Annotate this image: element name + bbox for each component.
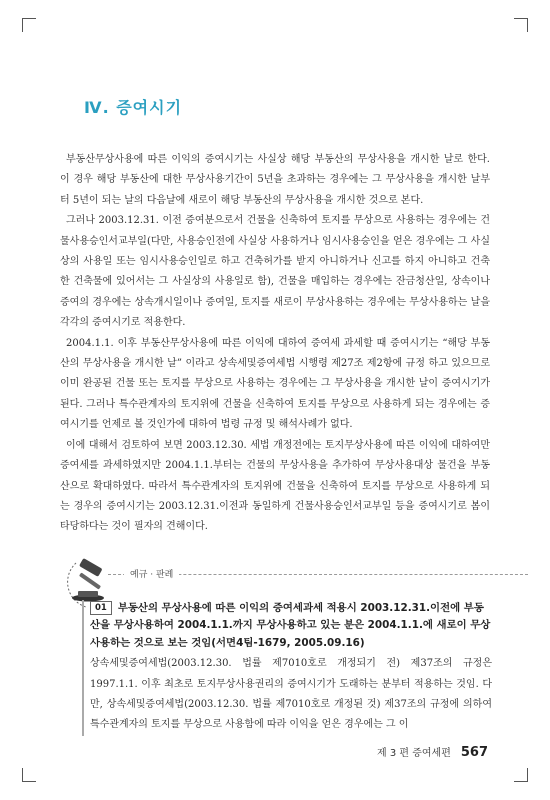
- page-footer: [377, 744, 488, 760]
- section-title: Ⅳ. 증여시기: [84, 98, 183, 117]
- case-box: [82, 600, 492, 736]
- case-heading-block: [90, 600, 492, 652]
- case-heading: 부동산의 무상사용에 따른 이익의 증여세과세 적용시 2003.12.31.이전에 부동산을 무상사용하여 2004.1.1.까지 무상사용하고 있는 분은 2004.1.1.에 새로이 무상사용하는 것으로 보는 것임(서면4팀-1679, 2005.09.16): [90, 602, 491, 649]
- body-text: [60, 150, 490, 538]
- crop-mark-bottom-left: [22, 768, 36, 782]
- page-number: 567: [460, 745, 488, 760]
- paragraph: 부동산무상사용에 따른 이익의 증여시기는 사실상 해당 부동산의 무상사용을 개시한 날로 한다. 이 경우 해당 부동산에 대한 무상사용기간이 5년을 초과하는 경우에는 그 무상사용을 개시한 날부터 5년이 되는 날의 다음날에 새로이 해당 부동산의 무상사용을 개시한 것으로 본다.: [60, 154, 490, 206]
- case-body: 상속세및증여세법(2003.12.30. 법률 제7010호로 개정되기 전) 제37조의 규정은 1997.1.1. 이후 최초로 토지무상사용권리의 증여시기가 도래하는 분부터 적용하는 것임. 다만, 상속세및증여세법(2003.12.30. 법률 제7010호로 개정된 것) 제37조의 규정에 의하여 특수관계자의 토지를 무상으로 사용함에 따라 이익을 얻은 경우에는 그 이: [90, 658, 492, 731]
- paragraph: 이에 대해서 검토하여 보면 2003.12.30. 세법 개정전에는 토지무상사용에 따른 이익에 대하여만 증여세를 과세하였지만 2004.1.1.부터는 건물의 무상사용을 추가하여 무상사용대상 물건을 부동산으로 확대하였다. 따라서 특수관계자의 토지위에 건물을 신축하여 토지를 무상으로 사용하게 되는 경우의 증여시기는 2003.12.31.이전과 동일하게 건물사용승인서교부일 등을 증여시기로 봄이 타당하다는 것이 필자의 견해이다.: [60, 439, 490, 533]
- ruling-label: 예규 · 판례: [124, 567, 179, 580]
- crop-mark-bottom-right: [514, 768, 528, 782]
- paragraph: 그러나 2003.12.31. 이전 증여분으로서 건물을 신축하여 토지를 무상으로 사용하는 경우에는 건물사용승인서교부일(다만, 사용승인전에 사실상 사용하거나 임시사용승인을 얻은 경우에는 그 사실상의 사용일 또는 임시사용승인일로 하고 건축허가를 받지 아니하거나 신고를 하지 아니하고 건축한 건축물에 있어서는 그 사실상의 사용일로 함), 건물을 매입하는 경우에는 잔금청산일, 상속이나 증여의 경우에는 상속개시일이나 증여일, 토지를 새로이 무상사용하는 경우에는 무상사용하는 날을 각각의 증여시기로 적용한다.: [60, 215, 490, 329]
- case-number-badge: 01: [90, 601, 112, 615]
- chapter-label: 제 3 편 증여세편: [377, 748, 451, 759]
- paragraph: 2004.1.1. 이후 부동산무상사용에 따른 이익에 대하여 증여세 과세할 때 증여시기는 “해당 부동산의 무상사용을 개시한 날” 이라고 상속세및증여세법 시행령 제27조 제2항에 규정 하고 있으므로 이미 완공된 건물 또는 토지를 무상으로 사용하는 경우에는 그 무상사용을 개시한 날이 증여시기가 된다. 그러나 특수관계자의 토지위에 건물을 신축하여 토지를 무상으로 사용하게 되는 경우에는 증여시기를 언제로 볼 것인가에 대하여 법령 규정 및 해석사례가 없다.: [60, 337, 490, 431]
- crop-mark-top-left: [22, 18, 36, 32]
- crop-mark-top-right: [514, 18, 528, 32]
